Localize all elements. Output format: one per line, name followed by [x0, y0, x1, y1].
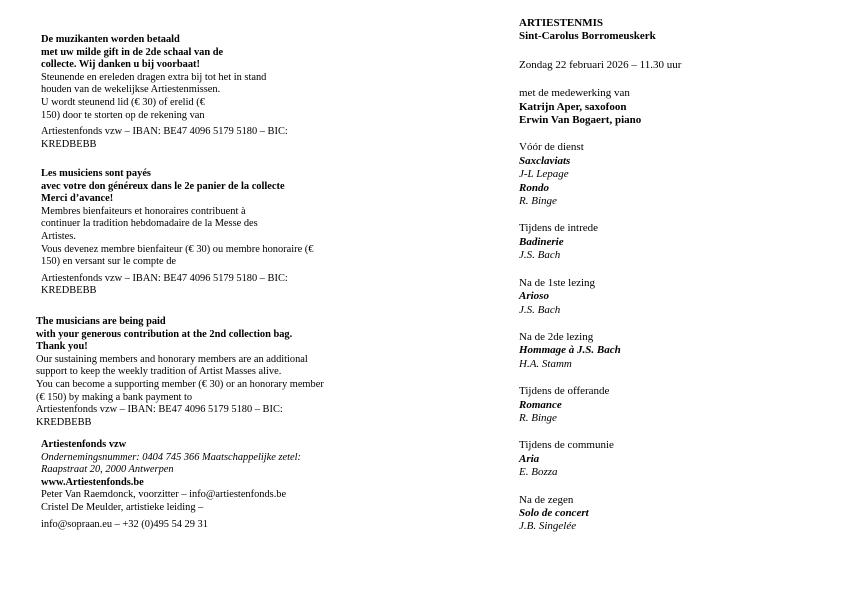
piece-title: Solo de concert [519, 506, 589, 519]
french-text-5: 150) en versant sur le compte de [41, 256, 177, 268]
program-section-before-service [519, 141, 819, 208]
contact-line-3: info@sopraan.eu – +32 (0)495 54 29 31 [41, 518, 208, 530]
org-name: Artiestenfonds vzw [41, 439, 127, 450]
french-text-1: Membres bienfaiteurs et honoraires contribuent à [41, 205, 246, 217]
program-column [519, 17, 819, 534]
english-section [36, 316, 324, 429]
piece-title: Romance [519, 398, 562, 411]
moment-label: Tijdens de offerande [519, 385, 610, 398]
piece-composer: J.S. Bach [519, 249, 561, 262]
piece-composer: R. Binge [519, 195, 557, 208]
dutch-heading-1: De muzikanten worden betaald [41, 34, 180, 45]
english-text-6: KREDBEBB [36, 416, 92, 428]
program-title: ARTIESTENMIS [519, 17, 603, 29]
piece-title: Badinerie [519, 235, 564, 248]
dutch-text-2: houden van de wekelijkse Artiestenmissen. [41, 84, 221, 96]
dutch-section [41, 34, 288, 151]
french-section [41, 168, 313, 298]
english-heading-3: Thank you! [36, 341, 88, 353]
piece-title: Rondo [519, 181, 549, 194]
english-text-3: You can become a supporting member (€ 30) or an honorary member [36, 378, 324, 390]
performer-2: Erwin Van Bogaert, piano [519, 114, 642, 127]
program-section-second-reading [519, 331, 819, 371]
piece-composer: E. Bozza [519, 466, 558, 479]
dutch-text-4: 150) door te storten op de rekening van [41, 109, 205, 121]
church-name: Sint-Carolus Borromeuskerk [519, 30, 656, 43]
piece-composer: R. Binge [519, 411, 557, 424]
moment-label: Na de 1ste lezing [519, 276, 596, 289]
english-text-4: (€ 150) by making a bank payment to [36, 391, 193, 403]
contact-section [41, 439, 301, 531]
piece-composer: J-L Lepage [519, 168, 569, 181]
performer-1: Katrijn Aper, saxofoon [519, 100, 627, 113]
dutch-heading-2: met uw milde gift in de 2de schaal van de [41, 46, 224, 58]
english-text-1: Our sustaining members and honorary members are an additional [36, 353, 308, 365]
piece-title: Hommage à J.S. Bach [519, 344, 621, 357]
contact-line-1: Peter Van Raemdonck, voorzitter – info@artiestenfonds.be [41, 489, 287, 501]
piece-title: Arioso [519, 290, 549, 303]
program-section-offertory [519, 385, 819, 425]
program-date: Zondag 22 februari 2026 – 11.30 uur [519, 58, 682, 71]
with-cooperation: met de medewerking van [519, 87, 630, 100]
english-heading-1: The musicians are being paid [36, 316, 166, 327]
registration-line-2: Raapstraat 20, 2000 Antwerpen [41, 464, 174, 476]
french-text-6: Artiestenfonds vzw – IBAN: BE47 4096 5179 5180 – BIC: [41, 272, 288, 284]
website: www.Artiestenfonds.be [41, 476, 144, 488]
moment-label: Na de 2de lezing [519, 330, 594, 343]
piece-title: Saxclaviats [519, 154, 571, 167]
program-section-communion [519, 439, 819, 479]
registration-line-1: Ondernemingsnummer: 0404 745 366 Maatschappelijke zetel: [41, 451, 302, 463]
moment-label: Tijdens de intrede [519, 222, 599, 235]
moment-label: Na de zegen [519, 493, 574, 506]
piece-composer: J.B. Singelée [519, 520, 577, 533]
piece-composer: H.A. Stamm [519, 357, 572, 370]
program-section-entrance [519, 222, 819, 262]
piece-composer: J.S. Bach [519, 303, 561, 316]
dutch-heading-3: collecte. Wij danken u bij voorbaat! [41, 59, 200, 71]
moment-label: Tijdens de communie [519, 439, 614, 452]
french-text-7: KREDBEBB [41, 285, 97, 297]
french-heading-3: Merci d’avance! [41, 193, 114, 205]
english-heading-2: with your generous contribution at the 2nd collection bag. [36, 328, 293, 340]
contact-line-2: Cristel De Meulder, artistieke leiding – [41, 501, 204, 513]
french-text-2: continuer la tradition hebdomadaire de la Messe des [41, 218, 258, 230]
french-heading-1: Les musiciens sont payés [41, 168, 151, 179]
english-text-2: support to keep the weekly tradition of Artist Masses alive. [36, 366, 282, 378]
dutch-text-1: Steunende en ereleden dragen extra bij tot het in stand [41, 71, 267, 83]
program-section-blessing [519, 494, 819, 534]
piece-title: Aria [519, 452, 540, 465]
moment-label: Vóór de dienst [519, 141, 584, 154]
french-text-4: Vous devenez membre bienfaiteur (€ 30) ou membre honoraire (€ [41, 243, 314, 255]
english-text-5: Artiestenfonds vzw – IBAN: BE47 4096 5179 5180 – BIC: [36, 404, 283, 416]
dutch-text-5: Artiestenfonds vzw – IBAN: BE47 4096 5179 5180 – BIC: [41, 126, 288, 138]
program-section-first-reading [519, 277, 819, 317]
french-text-3: Artistes. [41, 230, 76, 242]
french-heading-2: avec votre don généreux dans le 2e panier de la collecte [41, 180, 285, 192]
dutch-text-3: U wordt steunend lid (€ 30) of erelid (€ [41, 96, 205, 108]
dutch-text-6: KREDBEBB [41, 138, 97, 150]
